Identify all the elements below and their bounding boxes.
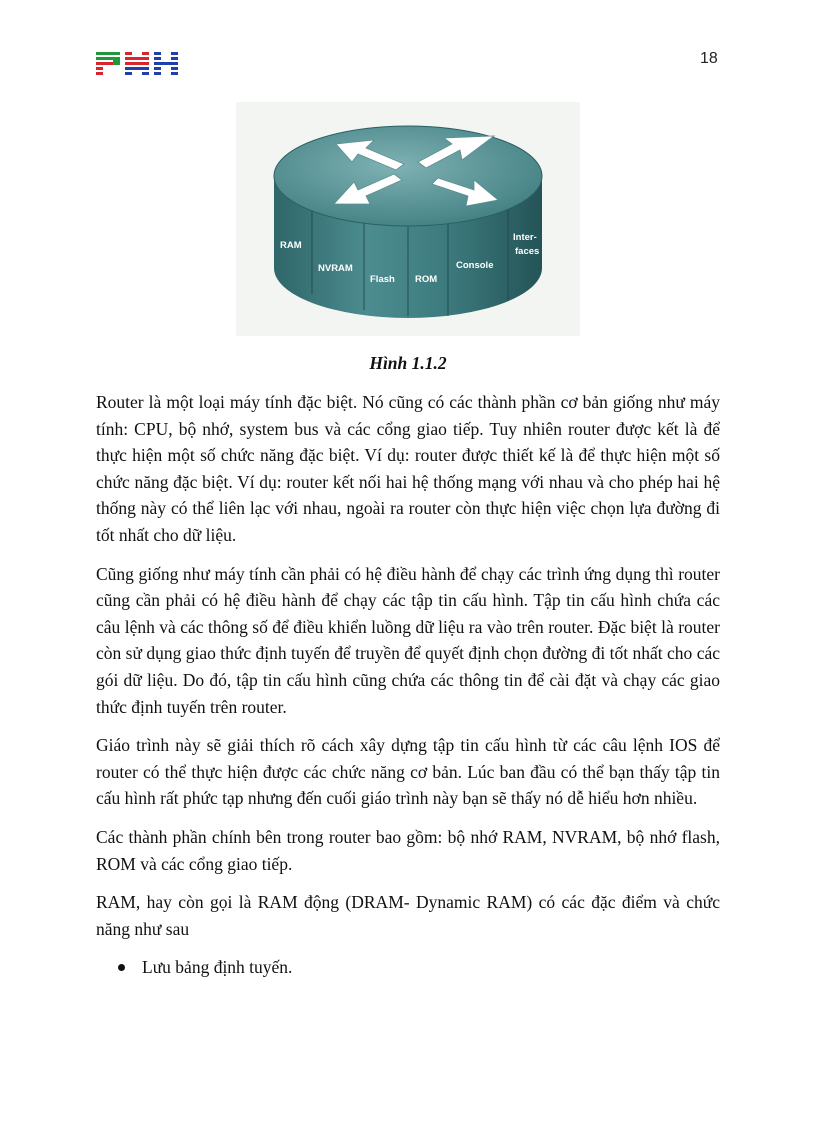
paragraph-3: Giáo trình này sẽ giải thích rõ cách xây dựng tập tin cấu hình từ các câu lệnh IOS để router có thể thực hiện được các chức năng cơ bản. Lúc ban đầu có thể bạn thấy tập tin cấu hình rất phức tạp nhưng đến cuối giáo trình này bạn sẽ thấy nó dễ hiểu hơn nhiều. xyxy=(96,735,720,809)
logo-letter-n xyxy=(125,52,149,75)
router-top xyxy=(274,126,542,226)
paragraph-2: Cũng giống như máy tính cần phải có hệ điều hành để chạy các trình ứng dụng thì router cũng cần phải có hệ điều hành để chạy các tập tin cấu hình. Tập tin cấu hình chứa các câu lệnh và các thông số để điều khiển luồng dữ liệu ra vào trên router. Đặc biệt là router còn sử dụng giao thức định tuyến để truyền để quyết định chọn đường đi tốt nhất cho các gói dữ liệu. Do đó, tập tin cấu hình cũng chứa các thông tin để cài đặt và chạy các giao thức định tuyến trên router. xyxy=(96,563,720,717)
paragraph-5: RAM, hay còn gọi là RAM động (DRAM- Dynamic RAM) có các đặc điểm và chức năng như sau xyxy=(96,892,720,939)
logo-letter-p xyxy=(96,52,120,75)
logo-letter-h xyxy=(154,52,178,75)
list-item xyxy=(96,954,720,981)
label-nvram: NVRAM xyxy=(318,263,353,274)
paragraph-4: Các thành phần chính bên trong router bao gồm: bộ nhớ RAM, NVRAM, bộ nhớ flash, ROM và các cổng giao tiếp. xyxy=(96,826,720,874)
label-rom: ROM xyxy=(415,274,438,285)
body-text xyxy=(96,389,720,981)
paragraph-1: Router là một loại máy tính đặc biệt. Nó cũng có các thành phần cơ bản giống như máy tính: CPU, bộ nhớ, system bus và các cổng giao tiếp. Tuy nhiên router được kết là để thực hiện một số chức năng đặc biệt. Ví dụ: router được thiết kế là để thực hiện một số chức năng đặc biệt. Ví dụ: router kết nối hai hệ thống mạng với nhau và cho phép hai hệ thống này có thể liên lạc với nhau, ngoài ra router còn thực hiện việc chọn lựa đường đi tốt nhất cho dữ liệu. xyxy=(96,392,720,545)
page-number: 18 xyxy=(700,50,718,67)
pnh-logo xyxy=(96,52,178,78)
bullet-list xyxy=(96,954,720,981)
figure-caption: Hình 1.1.2 xyxy=(369,353,447,373)
label-flash: Flash xyxy=(370,274,395,285)
bullet-icon xyxy=(118,964,125,971)
label-interfaces-line2: faces xyxy=(515,246,540,257)
label-ram: RAM xyxy=(280,240,302,251)
router-figure xyxy=(236,102,580,336)
label-console: Console xyxy=(456,260,494,271)
label-interfaces-line1: Inter- xyxy=(513,232,537,243)
bullet-text: Lưu bảng định tuyến. xyxy=(142,957,293,978)
